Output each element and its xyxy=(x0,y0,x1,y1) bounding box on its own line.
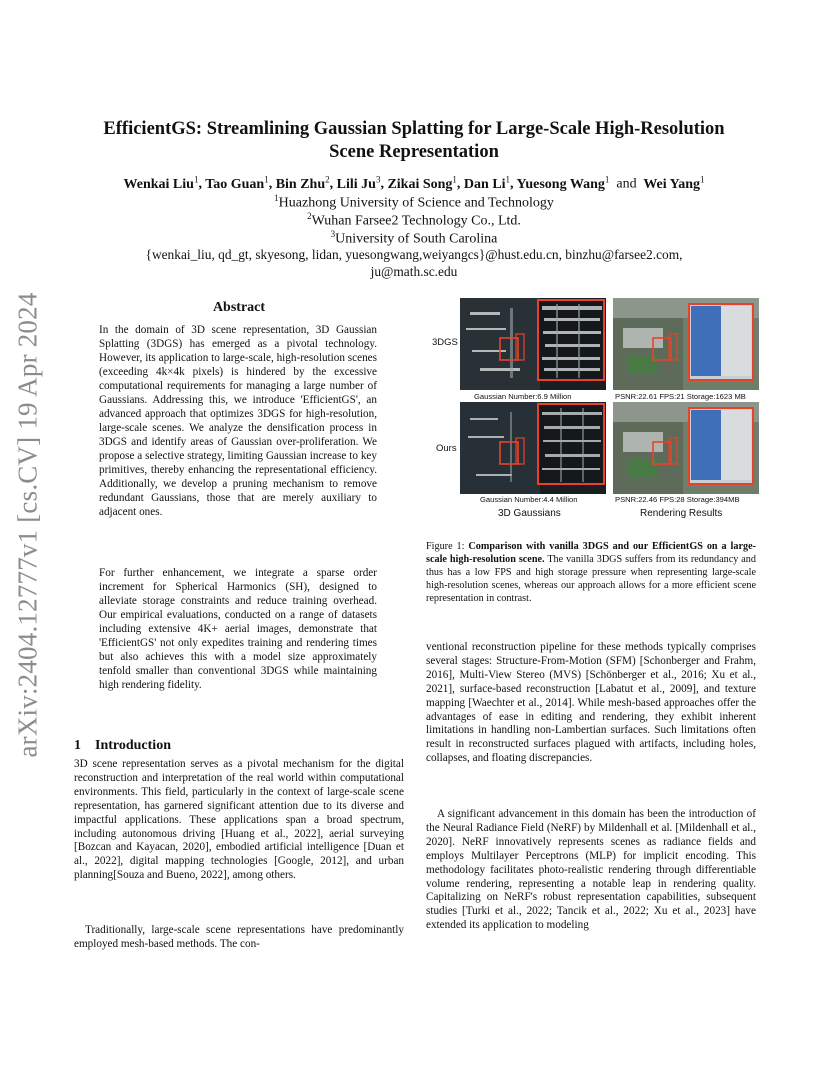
stat-ours-rendering: PSNR:22.46 FPS:28 Storage:394MB xyxy=(615,495,740,504)
affiliation-3: $^3$University of South Carolina xyxy=(330,229,498,247)
authors-and: and xyxy=(616,176,637,192)
right-column-paragraph-2: A significant advancement in this domain has been the introduction of the Neural Radiance Field (NeRF) by Mildenhall et al. [Mildenhall et al., 2020]. NeRF innovatively represents scenes as radiance fields and employs Multilayer Perceptrons (MLP) for implicit encoding. This methodology facilitates photo-realistic rendering through differentiable volume rendering, representing a notable leap in rendering quality. Capitalizing on NeRF's robust representation capabilities, subsequent studies [Turki et al., 2022; Tancik et al., 2022; Xu et al., 2023] have extended its application to modeling xyxy=(426,808,756,932)
row-label-ours: Ours xyxy=(436,443,457,454)
author: Yuesong Wang$^1$ xyxy=(516,174,610,192)
author: Lili Ju$^3$ xyxy=(336,174,381,192)
author: Bin Zhu$^2$ xyxy=(275,174,330,192)
arxiv-stamp-text: arXiv:2404.12777v1 [cs.CV] 19 Apr 2024 xyxy=(12,292,43,758)
paper-title xyxy=(74,118,754,164)
author: Wei Yang$^1$ xyxy=(643,174,705,192)
stat-ours-gaussians: Gaussian Number:4.4 Million xyxy=(480,495,578,504)
gaussians-3dgs-image xyxy=(460,298,606,390)
figure-1 xyxy=(428,296,756,524)
section-heading-introduction xyxy=(74,738,171,754)
rendering-3dgs-image xyxy=(613,298,759,390)
author-list: Wenkai Liu$^1$, Tao Guan$^1$, Bin Zhu$^2$, Lili Ju$^3$, Zikai Song$^1$, Dan Li$^1$, Yuesong Wang$^1$ and Wei Yang$^1$ xyxy=(123,174,705,192)
title-line-2: Scene Representation xyxy=(329,142,499,162)
affiliation-1: $^1$Huazhong University of Science and Technology xyxy=(274,193,554,211)
right-column-paragraph-1: ventional reconstruction pipeline for these methods typically comprises several stages: Structure-From-Motion (SFM) [Schonberger and Frahm, 2016], Multi-View Stereo (MVS) [Schönberger et al., 2016; Xu et al., 2021], surface-based reconstruction [Labatut et al., 2009], and texture mapping [Waechter et al., 2014]. While mesh-based approaches offer the advantages of ease in editing and rendering, they exhibit inherent limitations in handling non-Lambertian surfaces. Such limitations often result in reconstructed surfaces plagued with artifacts, including holes, collapses, and floating discrepancies. xyxy=(426,641,756,765)
arxiv-stamp xyxy=(6,290,50,760)
intro-paragraph-2: Traditionally, large-scale scene representations have predominantly employed mesh-based methods. The con- xyxy=(74,924,404,950)
author: Dan Li$^1$ xyxy=(463,174,511,192)
affiliation-2: $^2$Wuhan Farsee2 Technology Co., Ltd. xyxy=(307,211,521,229)
author: Wenkai Liu$^1$ xyxy=(123,174,199,192)
stat-3dgs-gaussians: Gaussian Number:6.9 Million xyxy=(474,392,572,401)
abstract-paragraph-1: In the domain of 3D scene representation, 3D Gaussian Splatting (3DGS) has emerged as a pivotal technology. However, its application to large-scale, high-resolution scenes (exceeding 4k×4k pixels) is hindered by the excessive computational requirements for managing a large number of Gaussians. Addressing this, we introduce 'EfficientGS', an advanced approach that optimizes 3DGS for high-resolution, large-scale scenes. We analyze the densification process in 3DGS and identify areas of Gaussian over-proliferation. We propose a selective strategy, limiting Gaussian increase to key primitives, thereby enhancing the representational efficiency. Additionally, we develop a pruning mechanism to remove redundant Gaussians, those that are merely auxiliary to adjacent ones. xyxy=(99,324,377,518)
author: Zikai Song$^1$ xyxy=(387,174,457,192)
figure-1-caption: Figure 1: Comparison with vanilla 3DGS and our EfficientGS on a large-scale high-resolution scene. The vanilla 3DGS suffers from its redundancy and thus has a low FPS and high storage pressure when representing large-scale high-resolution scenes, whereas our approach allows for a more efficient scene representation in contrast. xyxy=(426,541,756,604)
rendering-ours-image xyxy=(613,402,759,494)
section-number: 1 xyxy=(74,738,81,753)
abstract-heading: Abstract xyxy=(212,300,266,315)
stat-3dgs-rendering: PSNR:22.61 FPS:21 Storage:1623 MB xyxy=(615,392,746,401)
author: Tao Guan$^1$ xyxy=(205,174,269,192)
row-label-3dgs: 3DGS xyxy=(432,337,458,348)
emails-line-1: {wenkai_liu, qd_gt, skyesong, lidan, yuesongwang,weiyangcs}@hust.edu.cn, binzhu@farsee2.com, xyxy=(145,247,683,262)
column-label-rendering-results: Rendering Results xyxy=(640,508,723,519)
abstract-paragraph-2: For further enhancement, we integrate a sparse order increment for Spherical Harmonics (SH), designed to alleviate storage constraints and reduce training overhead. Our empirical evaluations, conducted on a range of datasets including extensive 4K+ aerial images, demonstrate that 'EfficientGS' not only expedites training and rendering times but also achieves this with a model size approximately tenfold smaller than conventional 3DGS while maintaining high rendering fidelity. xyxy=(99,567,377,691)
intro-paragraph-1: 3D scene representation serves as a pivotal mechanism for the digital reconstruction and interpretation of the real world within computational environments. This field, particularly in the context of large-scale scene representation, has garnered significant attention due to its diverse and impactful applications. These applications span a broad spectrum, including autonomous driving [Huang et al., 2022], aerial surveying [Bozcan and Kayacan, 2020], embodied artificial intelligence [Duan et al., 2022], digital mapping technologies [Google, 2012], and urban planning[Souza and Bueno, 2022], among others. xyxy=(74,758,404,882)
gaussians-ours-image xyxy=(460,402,606,494)
emails-line-2: ju@math.sc.edu xyxy=(370,264,458,279)
section-title: Introduction xyxy=(95,738,171,753)
column-label-3d-gaussians: 3D Gaussians xyxy=(498,508,561,519)
title-line-1: EfficientGS: Streamlining Gaussian Splatting for Large-Scale High-Resolution xyxy=(103,119,725,139)
